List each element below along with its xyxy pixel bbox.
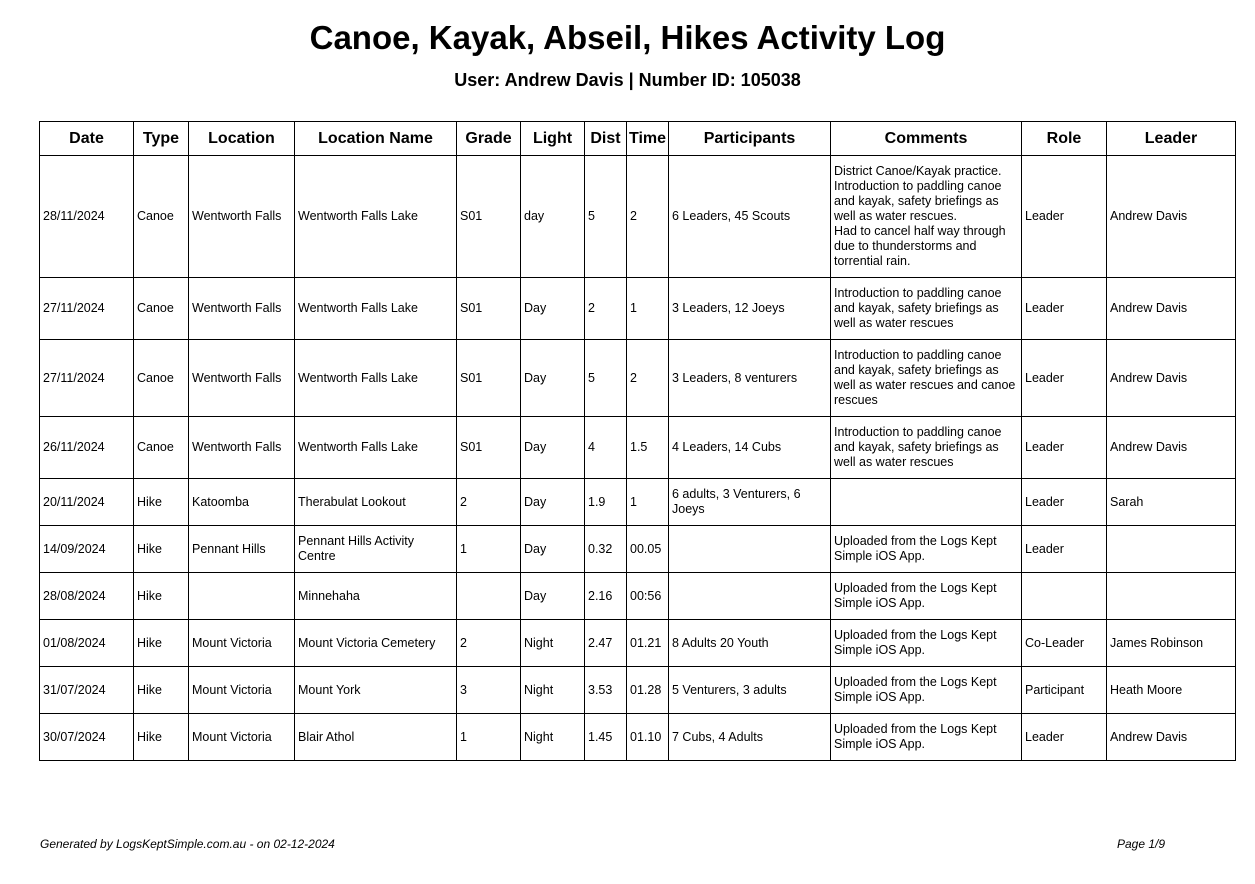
table-row [40,714,1236,761]
cell-type: Hike [134,526,189,573]
column-header-date: Date [40,122,134,156]
cell-date: 31/07/2024 [40,667,134,714]
cell-location: Wentworth Falls [189,156,295,278]
cell-grade: 1 [457,714,521,761]
page-number: Page 1/9 [1117,837,1166,851]
cell-date: 14/09/2024 [40,526,134,573]
cell-location-name: Pennant Hills Activity Centre [295,526,457,573]
cell-type: Hike [134,573,189,620]
column-header-dist: Dist [585,122,627,156]
table-row [40,340,1236,417]
column-header-participants: Participants [669,122,831,156]
cell-comments: Introduction to paddling canoe and kayak, safety briefings as well as water rescues [831,417,1022,479]
cell-grade: 1 [457,526,521,573]
cell-dist: 5 [585,340,627,417]
cell-time: 2 [627,340,669,417]
cell-dist: 5 [585,156,627,278]
cell-location-name: Mount York [295,667,457,714]
cell-dist: 0.32 [585,526,627,573]
cell-time: 2 [627,156,669,278]
cell-comments: Uploaded from the Logs Kept Simple iOS App. [831,620,1022,667]
cell-dist: 2.16 [585,573,627,620]
cell-location-name: Therabulat Lookout [295,479,457,526]
cell-light: day [521,156,585,278]
cell-location [189,573,295,620]
cell-leader [1107,573,1236,620]
cell-leader: Andrew Davis [1107,278,1236,340]
cell-participants: 5 Venturers, 3 adults [669,667,831,714]
cell-comments [831,479,1022,526]
cell-role: Leader [1022,714,1107,761]
cell-location: Mount Victoria [189,667,295,714]
activity-log-table [39,121,1236,761]
cell-light: Day [521,417,585,479]
cell-date: 01/08/2024 [40,620,134,667]
cell-grade: S01 [457,417,521,479]
cell-grade [457,573,521,620]
cell-location: Wentworth Falls [189,340,295,417]
cell-location-name: Wentworth Falls Lake [295,278,457,340]
cell-type: Canoe [134,156,189,278]
table-body [40,156,1236,761]
cell-light: Day [521,479,585,526]
cell-role: Leader [1022,278,1107,340]
cell-dist: 1.9 [585,479,627,526]
cell-dist: 2 [585,278,627,340]
table-row [40,667,1236,714]
generated-footer: Generated by LogsKeptSimple.com.au - on 02-12-2024 [40,837,335,851]
column-header-role: Role [1022,122,1107,156]
cell-type: Hike [134,714,189,761]
cell-participants: 6 Leaders, 45 Scouts [669,156,831,278]
column-header-grade: Grade [457,122,521,156]
column-header-time: Time [627,122,669,156]
cell-leader: Andrew Davis [1107,156,1236,278]
table-row [40,156,1236,278]
cell-dist: 2.47 [585,620,627,667]
cell-light: Night [521,714,585,761]
table-row [40,417,1236,479]
cell-participants [669,573,831,620]
cell-location-name: Mount Victoria Cemetery [295,620,457,667]
cell-comments: Uploaded from the Logs Kept Simple iOS App. [831,573,1022,620]
cell-location-name: Wentworth Falls Lake [295,340,457,417]
cell-time: 1 [627,479,669,526]
table-row [40,278,1236,340]
cell-light: Day [521,340,585,417]
cell-role [1022,573,1107,620]
cell-comments: District Canoe/Kayak practice. Introduction to paddling canoe and kayak, safety briefings as well as water rescues. Had to cancel half way through due to thunderstorms and torrential rain. [831,156,1022,278]
cell-time: 1 [627,278,669,340]
cell-grade: S01 [457,156,521,278]
cell-location-name: Wentworth Falls Lake [295,156,457,278]
cell-leader: Andrew Davis [1107,417,1236,479]
cell-date: 26/11/2024 [40,417,134,479]
cell-participants: 3 Leaders, 8 venturers [669,340,831,417]
cell-comments: Introduction to paddling canoe and kayak, safety briefings as well as water rescues and canoe rescues [831,340,1022,417]
cell-participants: 6 adults, 3 Venturers, 6 Joeys [669,479,831,526]
cell-role: Leader [1022,479,1107,526]
cell-location: Wentworth Falls [189,278,295,340]
cell-type: Canoe [134,417,189,479]
cell-location: Wentworth Falls [189,417,295,479]
cell-light: Day [521,526,585,573]
cell-grade: 2 [457,479,521,526]
cell-participants: 4 Leaders, 14 Cubs [669,417,831,479]
table-row [40,620,1236,667]
cell-participants [669,526,831,573]
cell-light: Day [521,278,585,340]
cell-time: 01.28 [627,667,669,714]
cell-dist: 4 [585,417,627,479]
column-header-location: Location [189,122,295,156]
column-header-comments: Comments [831,122,1022,156]
cell-leader: James Robinson [1107,620,1236,667]
cell-comments: Introduction to paddling canoe and kayak, safety briefings as well as water rescues [831,278,1022,340]
cell-date: 20/11/2024 [40,479,134,526]
cell-comments: Uploaded from the Logs Kept Simple iOS App. [831,667,1022,714]
cell-type: Canoe [134,278,189,340]
cell-location: Pennant Hills [189,526,295,573]
cell-leader: Sarah [1107,479,1236,526]
cell-location-name: Wentworth Falls Lake [295,417,457,479]
document-title: Canoe, Kayak, Abseil, Hikes Activity Log [309,19,946,56]
column-header-leader: Leader [1107,122,1236,156]
column-header-location-name: Location Name [295,122,457,156]
cell-leader: Andrew Davis [1107,340,1236,417]
cell-role: Leader [1022,340,1107,417]
cell-type: Hike [134,667,189,714]
cell-light: Night [521,667,585,714]
cell-comments: Uploaded from the Logs Kept Simple iOS App. [831,714,1022,761]
cell-location: Mount Victoria [189,714,295,761]
cell-role: Participant [1022,667,1107,714]
cell-role: Leader [1022,417,1107,479]
cell-location: Mount Victoria [189,620,295,667]
cell-leader: Andrew Davis [1107,714,1236,761]
cell-grade: 2 [457,620,521,667]
cell-leader: Heath Moore [1107,667,1236,714]
column-header-light: Light [521,122,585,156]
cell-participants: 7 Cubs, 4 Adults [669,714,831,761]
cell-role: Leader [1022,526,1107,573]
cell-dist: 1.45 [585,714,627,761]
cell-time: 00:56 [627,573,669,620]
cell-grade: 3 [457,667,521,714]
table-row [40,573,1236,620]
cell-light: Night [521,620,585,667]
cell-time: 01.21 [627,620,669,667]
cell-date: 30/07/2024 [40,714,134,761]
cell-leader [1107,526,1236,573]
cell-grade: S01 [457,340,521,417]
column-header-type: Type [134,122,189,156]
cell-date: 27/11/2024 [40,278,134,340]
cell-participants: 8 Adults 20 Youth [669,620,831,667]
cell-grade: S01 [457,278,521,340]
cell-time: 1.5 [627,417,669,479]
cell-type: Canoe [134,340,189,417]
cell-role: Leader [1022,156,1107,278]
cell-location: Katoomba [189,479,295,526]
cell-date: 27/11/2024 [40,340,134,417]
cell-type: Hike [134,620,189,667]
cell-comments: Uploaded from the Logs Kept Simple iOS App. [831,526,1022,573]
cell-location-name: Blair Athol [295,714,457,761]
table-header-row [40,122,1236,156]
cell-date: 28/11/2024 [40,156,134,278]
cell-location-name: Minnehaha [295,573,457,620]
cell-time: 01.10 [627,714,669,761]
cell-light: Day [521,573,585,620]
cell-time: 00.05 [627,526,669,573]
table-row [40,526,1236,573]
document-subtitle: User: Andrew Davis | Number ID: 105038 [454,70,801,90]
cell-participants: 3 Leaders, 12 Joeys [669,278,831,340]
cell-date: 28/08/2024 [40,573,134,620]
table-row [40,479,1236,526]
cell-dist: 3.53 [585,667,627,714]
cell-type: Hike [134,479,189,526]
cell-role: Co-Leader [1022,620,1107,667]
